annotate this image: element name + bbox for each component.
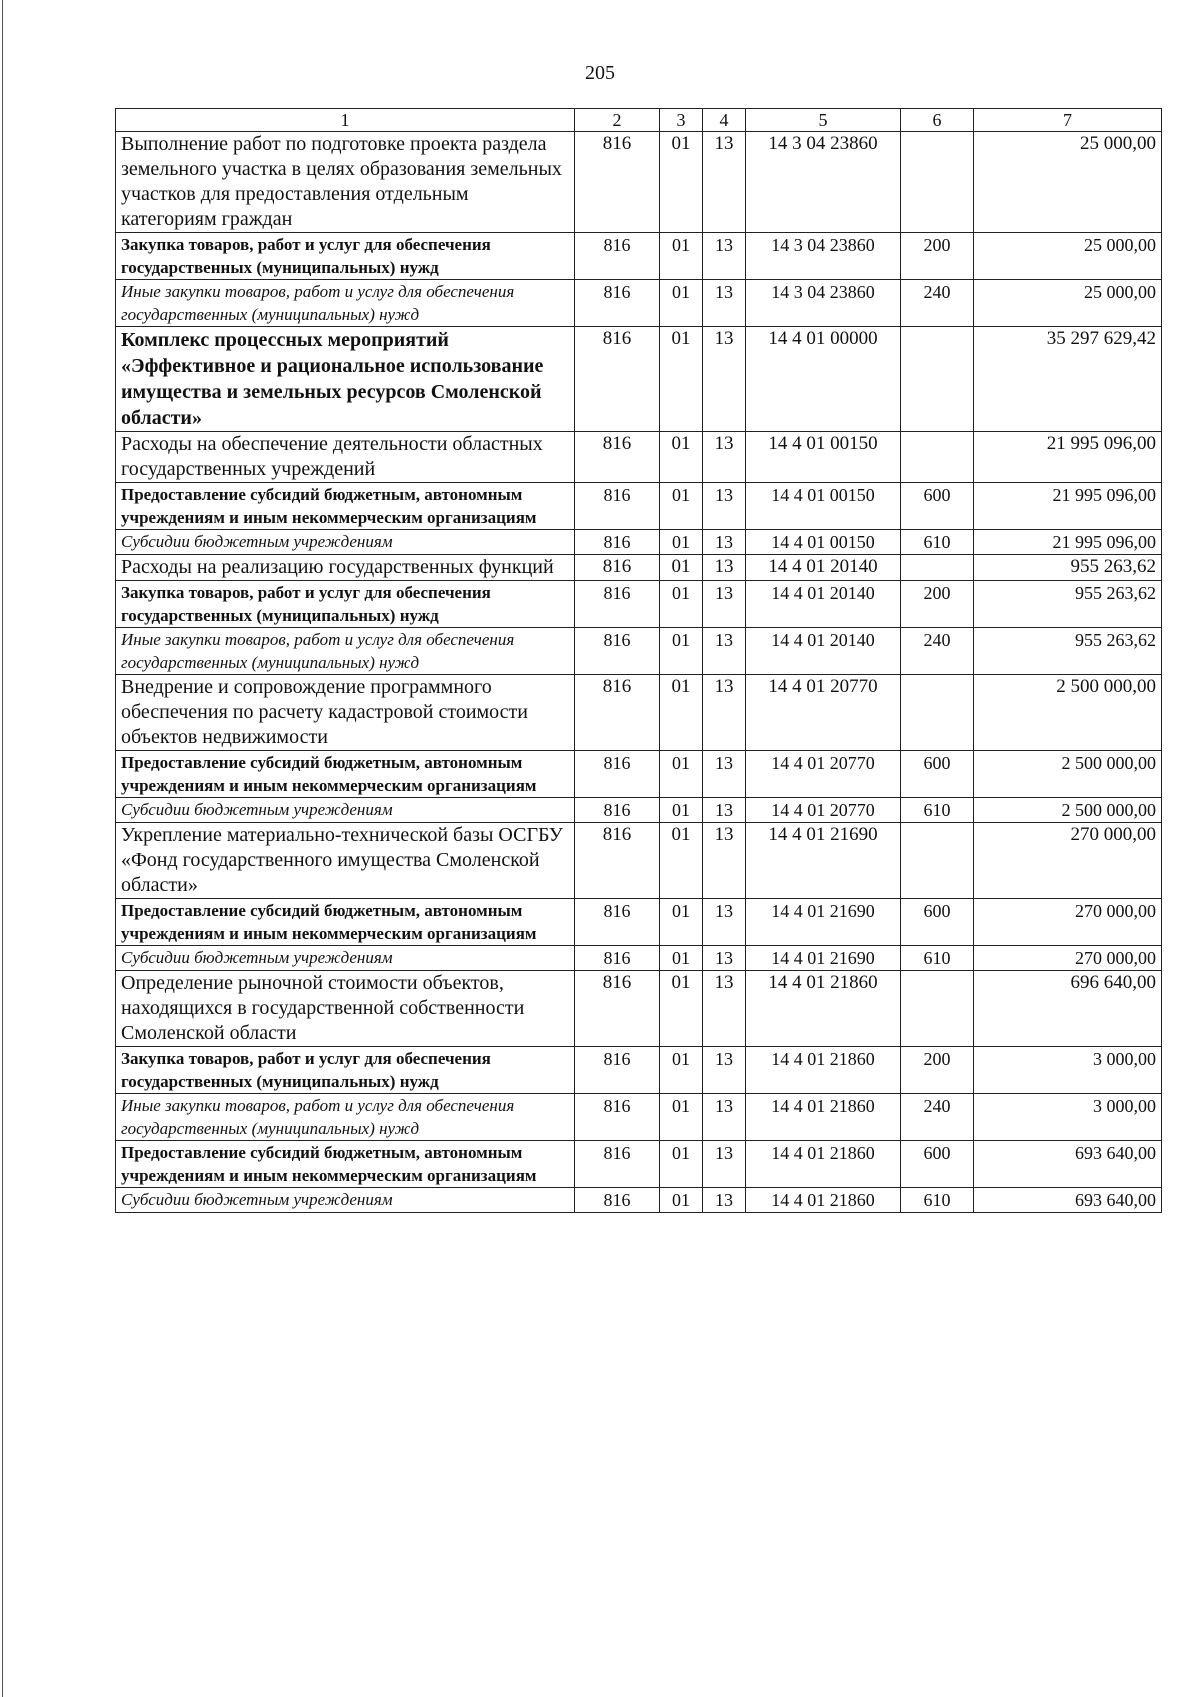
row-target-article-cell: 14 4 01 20770 (746, 675, 901, 751)
row-section-cell: 01 (660, 751, 703, 798)
row-name-cell: Закупка товаров, работ и услуг для обеспечения государственных (муниципальных) нужд (116, 233, 575, 280)
row-admin-code-cell: 816 (575, 823, 660, 899)
row-expense-type-cell: 600 (901, 483, 974, 530)
row-admin-code-cell: 816 (575, 581, 660, 628)
row-target-article-cell: 14 4 01 20770 (746, 751, 901, 798)
row-section-cell: 01 (660, 798, 703, 823)
row-admin-code-cell: 816 (575, 483, 660, 530)
header-cell-4: 4 (703, 109, 746, 132)
row-subsection-cell: 13 (703, 1094, 746, 1141)
row-admin-code-cell: 816 (575, 751, 660, 798)
row-section-cell: 01 (660, 823, 703, 899)
row-section-cell: 01 (660, 233, 703, 280)
row-amount-cell: 25 000,00 (974, 280, 1162, 327)
table-row (116, 1047, 1162, 1094)
row-section-cell: 01 (660, 1047, 703, 1094)
row-subsection-cell: 13 (703, 946, 746, 971)
row-expense-type-cell (901, 327, 974, 432)
row-admin-code-cell: 816 (575, 798, 660, 823)
row-expense-type-cell (901, 971, 974, 1047)
row-name-cell: Расходы на реализацию государственных функций (116, 555, 575, 581)
row-amount-cell: 3 000,00 (974, 1047, 1162, 1094)
row-expense-type-cell: 240 (901, 628, 974, 675)
row-amount-cell: 955 263,62 (974, 628, 1162, 675)
row-name-cell: Субсидии бюджетным учреждениям (116, 946, 575, 971)
row-admin-code-cell: 816 (575, 675, 660, 751)
row-expense-type-cell (901, 432, 974, 483)
table-row (116, 798, 1162, 823)
row-target-article-cell: 14 4 01 20140 (746, 555, 901, 581)
row-subsection-cell: 13 (703, 899, 746, 946)
row-amount-cell: 2 500 000,00 (974, 751, 1162, 798)
row-subsection-cell: 13 (703, 1047, 746, 1094)
row-subsection-cell: 13 (703, 432, 746, 483)
row-section-cell: 01 (660, 899, 703, 946)
row-subsection-cell: 13 (703, 751, 746, 798)
row-target-article-cell: 14 4 01 21860 (746, 1094, 901, 1141)
row-expense-type-cell: 610 (901, 946, 974, 971)
table-row (116, 1188, 1162, 1213)
row-name-cell: Предоставление субсидий бюджетным, автономным учреждениям и иным некоммерческим организациям (116, 751, 575, 798)
table-row (116, 280, 1162, 327)
header-cell-7: 7 (974, 109, 1162, 132)
row-amount-cell: 2 500 000,00 (974, 798, 1162, 823)
row-subsection-cell: 13 (703, 798, 746, 823)
row-amount-cell: 3 000,00 (974, 1094, 1162, 1141)
row-target-article-cell: 14 3 04 23860 (746, 233, 901, 280)
row-expense-type-cell (901, 132, 974, 233)
row-subsection-cell: 13 (703, 132, 746, 233)
row-target-article-cell: 14 4 01 21860 (746, 1188, 901, 1213)
row-target-article-cell: 14 4 01 00150 (746, 530, 901, 555)
row-subsection-cell: 13 (703, 823, 746, 899)
table-header-row (116, 109, 1162, 132)
table-row (116, 1094, 1162, 1141)
row-expense-type-cell: 610 (901, 1188, 974, 1213)
row-section-cell: 01 (660, 1141, 703, 1188)
row-name-cell: Выполнение работ по подготовке проекта раздела земельного участка в целях образования земельных участков для предоставления отдельным категориям граждан (116, 132, 575, 233)
row-admin-code-cell: 816 (575, 899, 660, 946)
budget-table-body (116, 109, 1162, 1213)
row-amount-cell: 270 000,00 (974, 946, 1162, 971)
row-name-cell: Комплекс процессных мероприятий «Эффективное и рациональное использование имущества и земельных ресурсов Смоленской области» (116, 327, 575, 432)
table-row (116, 1141, 1162, 1188)
row-amount-cell: 955 263,62 (974, 555, 1162, 581)
row-admin-code-cell: 816 (575, 1094, 660, 1141)
row-name-cell: Иные закупки товаров, работ и услуг для обеспечения государственных (муниципальных) нужд (116, 1094, 575, 1141)
row-name-cell: Предоставление субсидий бюджетным, автономным учреждениям и иным некоммерческим организациям (116, 483, 575, 530)
row-section-cell: 01 (660, 555, 703, 581)
row-admin-code-cell: 816 (575, 971, 660, 1047)
row-expense-type-cell: 600 (901, 899, 974, 946)
row-target-article-cell: 14 4 01 21860 (746, 1141, 901, 1188)
row-name-cell: Предоставление субсидий бюджетным, автономным учреждениям и иным некоммерческим организациям (116, 1141, 575, 1188)
row-amount-cell: 25 000,00 (974, 233, 1162, 280)
row-name-cell: Предоставление субсидий бюджетным, автономным учреждениям и иным некоммерческим организациям (116, 899, 575, 946)
row-subsection-cell: 13 (703, 233, 746, 280)
row-section-cell: 01 (660, 280, 703, 327)
row-section-cell: 01 (660, 132, 703, 233)
row-section-cell: 01 (660, 530, 703, 555)
row-section-cell: 01 (660, 581, 703, 628)
row-admin-code-cell: 816 (575, 280, 660, 327)
table-row (116, 555, 1162, 581)
row-section-cell: 01 (660, 946, 703, 971)
row-target-article-cell: 14 4 01 00000 (746, 327, 901, 432)
row-admin-code-cell: 816 (575, 1047, 660, 1094)
row-section-cell: 01 (660, 432, 703, 483)
row-subsection-cell: 13 (703, 327, 746, 432)
row-target-article-cell: 14 4 01 00150 (746, 432, 901, 483)
row-amount-cell: 2 500 000,00 (974, 675, 1162, 751)
row-name-cell: Субсидии бюджетным учреждениям (116, 798, 575, 823)
row-expense-type-cell: 240 (901, 1094, 974, 1141)
row-target-article-cell: 14 4 01 21860 (746, 971, 901, 1047)
row-section-cell: 01 (660, 1188, 703, 1213)
budget-table (115, 108, 1162, 1213)
row-section-cell: 01 (660, 628, 703, 675)
row-target-article-cell: 14 3 04 23860 (746, 132, 901, 233)
row-amount-cell: 21 995 096,00 (974, 483, 1162, 530)
header-cell-3: 3 (660, 109, 703, 132)
table-row (116, 233, 1162, 280)
row-admin-code-cell: 816 (575, 432, 660, 483)
row-amount-cell: 693 640,00 (974, 1141, 1162, 1188)
row-expense-type-cell: 200 (901, 1047, 974, 1094)
row-name-cell: Расходы на обеспечение деятельности областных государственных учреждений (116, 432, 575, 483)
row-name-cell: Внедрение и сопровождение программного обеспечения по расчету кадастровой стоимости объектов недвижимости (116, 675, 575, 751)
row-subsection-cell: 13 (703, 628, 746, 675)
table-row (116, 530, 1162, 555)
row-expense-type-cell: 200 (901, 233, 974, 280)
row-subsection-cell: 13 (703, 555, 746, 581)
header-cell-2: 2 (575, 109, 660, 132)
row-section-cell: 01 (660, 327, 703, 432)
row-name-cell: Субсидии бюджетным учреждениям (116, 530, 575, 555)
row-subsection-cell: 13 (703, 483, 746, 530)
table-row (116, 899, 1162, 946)
row-name-cell: Укрепление материально-технической базы ОСГБУ «Фонд государственного имущества Смоленской области» (116, 823, 575, 899)
row-amount-cell: 955 263,62 (974, 581, 1162, 628)
row-expense-type-cell: 600 (901, 1141, 974, 1188)
row-amount-cell: 35 297 629,42 (974, 327, 1162, 432)
row-amount-cell: 693 640,00 (974, 1188, 1162, 1213)
header-cell-5: 5 (746, 109, 901, 132)
row-amount-cell: 21 995 096,00 (974, 432, 1162, 483)
row-name-cell: Определение рыночной стоимости объектов, находящихся в государственной собственности Смоленской области (116, 971, 575, 1047)
table-row (116, 132, 1162, 233)
row-expense-type-cell (901, 555, 974, 581)
row-target-article-cell: 14 4 01 21690 (746, 899, 901, 946)
row-name-cell: Иные закупки товаров, работ и услуг для обеспечения государственных (муниципальных) нужд (116, 628, 575, 675)
table-row (116, 327, 1162, 432)
row-admin-code-cell: 816 (575, 946, 660, 971)
row-expense-type-cell: 600 (901, 751, 974, 798)
row-admin-code-cell: 816 (575, 555, 660, 581)
row-amount-cell: 21 995 096,00 (974, 530, 1162, 555)
row-target-article-cell: 14 4 01 20140 (746, 628, 901, 675)
row-target-article-cell: 14 4 01 21860 (746, 1047, 901, 1094)
row-subsection-cell: 13 (703, 530, 746, 555)
row-expense-type-cell: 610 (901, 798, 974, 823)
row-expense-type-cell (901, 823, 974, 899)
header-cell-6: 6 (901, 109, 974, 132)
row-subsection-cell: 13 (703, 1141, 746, 1188)
row-expense-type-cell (901, 675, 974, 751)
table-row (116, 971, 1162, 1047)
row-amount-cell: 25 000,00 (974, 132, 1162, 233)
row-target-article-cell: 14 4 01 00150 (746, 483, 901, 530)
row-subsection-cell: 13 (703, 1188, 746, 1213)
row-name-cell: Закупка товаров, работ и услуг для обеспечения государственных (муниципальных) нужд (116, 1047, 575, 1094)
row-target-article-cell: 14 4 01 20770 (746, 798, 901, 823)
row-target-article-cell: 14 4 01 21690 (746, 946, 901, 971)
row-admin-code-cell: 816 (575, 628, 660, 675)
row-admin-code-cell: 816 (575, 1141, 660, 1188)
row-subsection-cell: 13 (703, 971, 746, 1047)
row-subsection-cell: 13 (703, 280, 746, 327)
table-row (116, 628, 1162, 675)
row-section-cell: 01 (660, 971, 703, 1047)
row-expense-type-cell: 240 (901, 280, 974, 327)
row-admin-code-cell: 816 (575, 327, 660, 432)
row-expense-type-cell: 610 (901, 530, 974, 555)
table-row (116, 675, 1162, 751)
table-row (116, 823, 1162, 899)
header-cell-1: 1 (116, 109, 575, 132)
row-section-cell: 01 (660, 675, 703, 751)
row-admin-code-cell: 816 (575, 1188, 660, 1213)
row-name-cell: Закупка товаров, работ и услуг для обеспечения государственных (муниципальных) нужд (116, 581, 575, 628)
row-name-cell: Субсидии бюджетным учреждениям (116, 1188, 575, 1213)
row-target-article-cell: 14 4 01 20140 (746, 581, 901, 628)
row-name-cell: Иные закупки товаров, работ и услуг для обеспечения государственных (муниципальных) нужд (116, 280, 575, 327)
table-row (116, 432, 1162, 483)
row-expense-type-cell: 200 (901, 581, 974, 628)
table-row (116, 581, 1162, 628)
row-admin-code-cell: 816 (575, 233, 660, 280)
row-target-article-cell: 14 4 01 21690 (746, 823, 901, 899)
row-amount-cell: 696 640,00 (974, 971, 1162, 1047)
table-row (116, 946, 1162, 971)
row-admin-code-cell: 816 (575, 530, 660, 555)
row-admin-code-cell: 816 (575, 132, 660, 233)
row-amount-cell: 270 000,00 (974, 899, 1162, 946)
row-subsection-cell: 13 (703, 581, 746, 628)
page-left-edge (2, 0, 3, 1697)
row-section-cell: 01 (660, 1094, 703, 1141)
table-row (116, 483, 1162, 530)
row-section-cell: 01 (660, 483, 703, 530)
row-amount-cell: 270 000,00 (974, 823, 1162, 899)
row-target-article-cell: 14 3 04 23860 (746, 280, 901, 327)
page-number: 205 (585, 62, 615, 84)
table-row (116, 751, 1162, 798)
row-subsection-cell: 13 (703, 675, 746, 751)
